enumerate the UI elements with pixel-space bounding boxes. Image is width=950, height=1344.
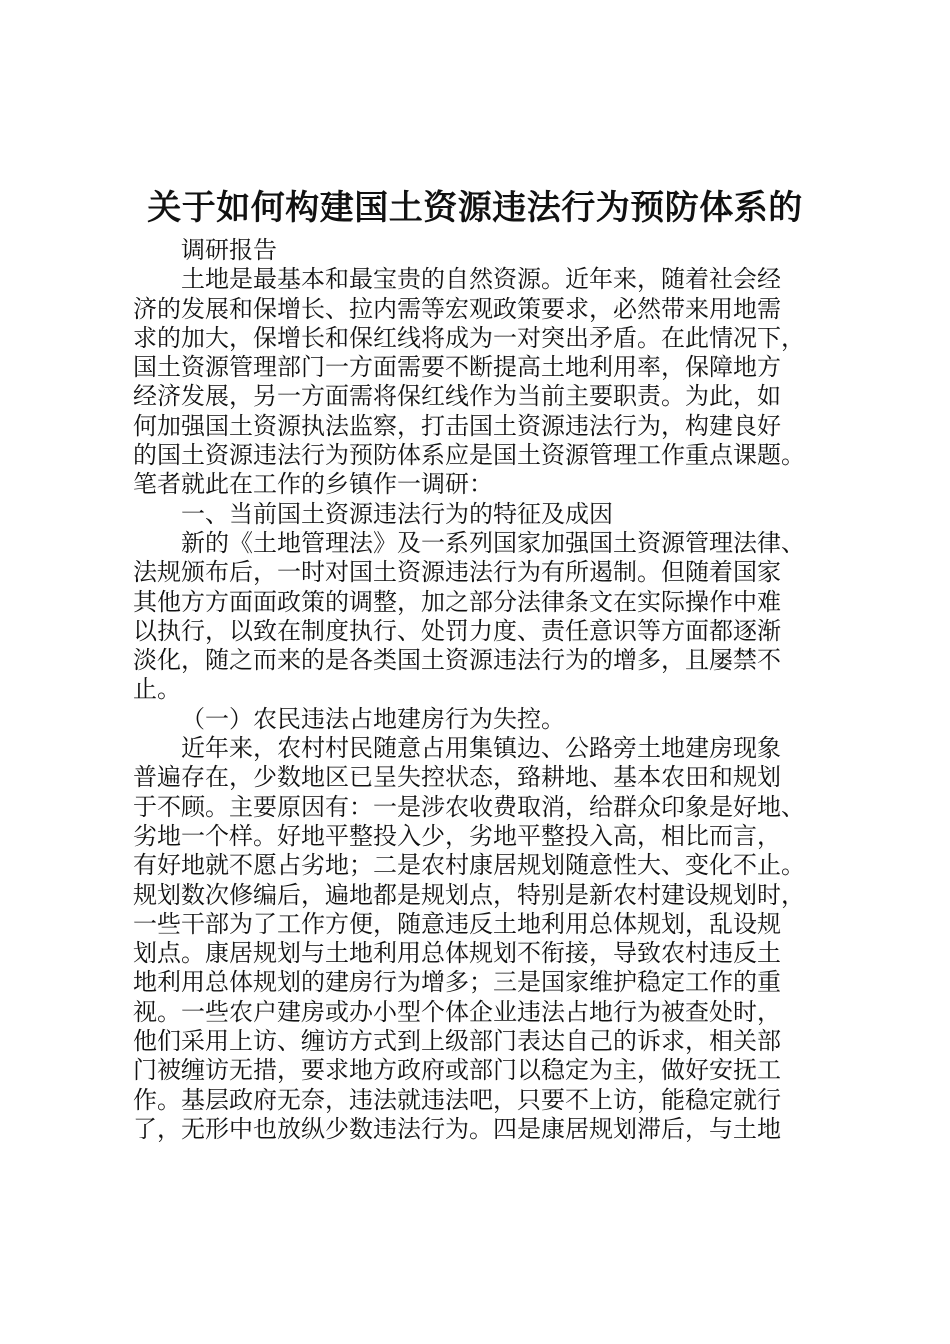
text-line: 门被缠访无措，要求地方政府或部门以稳定为主，做好安抚工 — [133, 1056, 781, 1085]
text-line: 求的加大，保增长和保红线将成为一对突出矛盾。在此情况下， — [133, 323, 805, 352]
text-line: 普遍存在，少数地区已呈失控状态，臵耕地、基本农田和规划 — [133, 763, 781, 792]
text-line: 作。基层政府无奈，违法就违法吧，只要不上访，能稳定就行 — [133, 1085, 781, 1114]
text-line: 了，无形中也放纵少数违法行为。四是康居规划滞后，与土地 — [133, 1114, 781, 1143]
text-line: 何加强国土资源执法监察，打击国土资源违法行为，构建良好 — [133, 411, 781, 440]
text-line: 划点。康居规划与土地利用总体规划不衔接，导致农村违反土 — [133, 939, 781, 968]
paragraph — [133, 734, 855, 1144]
text-line: 淡化，随之而来的是各类国土资源违法行为的增多，且屡禁不 — [133, 646, 781, 675]
text-line: 济的发展和保增长、拉内需等宏观政策要求，必然带来用地需 — [133, 294, 781, 323]
text-line: 一、当前国土资源违法行为的特征及成因 — [181, 499, 613, 528]
text-line: 近年来，农村村民随意占用集镇边、公路旁土地建房现象 — [181, 734, 781, 763]
text-line: 止。 — [133, 675, 181, 704]
text-line: 国土资源管理部门一方面需要不断提高土地利用率，保障地方 — [133, 353, 781, 382]
document-subtitle: 调研报告 — [181, 236, 277, 264]
text-line: 规划数次修编后，遍地都是规划点，特别是新农村建设规划时， — [133, 880, 805, 909]
text-line: 的国土资源违法行为预防体系应是国土资源管理工作重点课题。 — [133, 441, 805, 470]
text-line: 其他方方面面政策的调整，加之部分法律条文在实际操作中难 — [133, 587, 781, 616]
text-line: 他们采用上访、缠访方式到上级部门表达自己的诉求，相关部 — [133, 1027, 781, 1056]
text-line: 视。一些农户建房或办小型个体企业违法占地行为被查处时， — [133, 997, 781, 1026]
paragraph — [133, 265, 855, 499]
document-title: 关于如何构建国土资源违法行为预防体系的 — [147, 188, 803, 228]
text-line: 地利用总体规划的建房行为增多；三是国家维护稳定工作的重 — [133, 968, 781, 997]
paragraph-list — [133, 265, 855, 1144]
document-body — [133, 236, 855, 1144]
text-line: 法规颁布后，一时对国土资源违法行为有所遏制。但随着国家 — [133, 558, 781, 587]
text-line: 一些干部为了工作方便，随意违反土地利用总体规划，乱设规 — [133, 909, 781, 938]
paragraph — [133, 500, 855, 529]
text-line: 以执行，以致在制度执行、处罚力度、责任意识等方面都逐渐 — [133, 616, 781, 645]
text-line: 笔者就此在工作的乡镇作一调研： — [133, 470, 493, 499]
paragraph — [133, 529, 855, 705]
paragraph — [133, 705, 855, 734]
text-line: 劣地一个样。好地平整投入少，劣地平整投入高，相比而言， — [133, 821, 781, 850]
text-line: 新的《土地管理法》及一系列国家加强国土资源管理法律、 — [181, 528, 805, 557]
text-line: 经济发展，另一方面需将保红线作为当前主要职责。为此，如 — [133, 382, 781, 411]
text-line: （一）农民违法占地建房行为失控。 — [181, 704, 565, 733]
text-line: 于不顾。主要原因有：一是涉农收费取消，给群众印象是好地、 — [133, 792, 805, 821]
text-line: 土地是最基本和最宝贵的自然资源。近年来，随着社会经 — [181, 265, 781, 294]
text-line: 有好地就不愿占劣地；二是农村康居规划随意性大、变化不止。 — [133, 851, 805, 880]
